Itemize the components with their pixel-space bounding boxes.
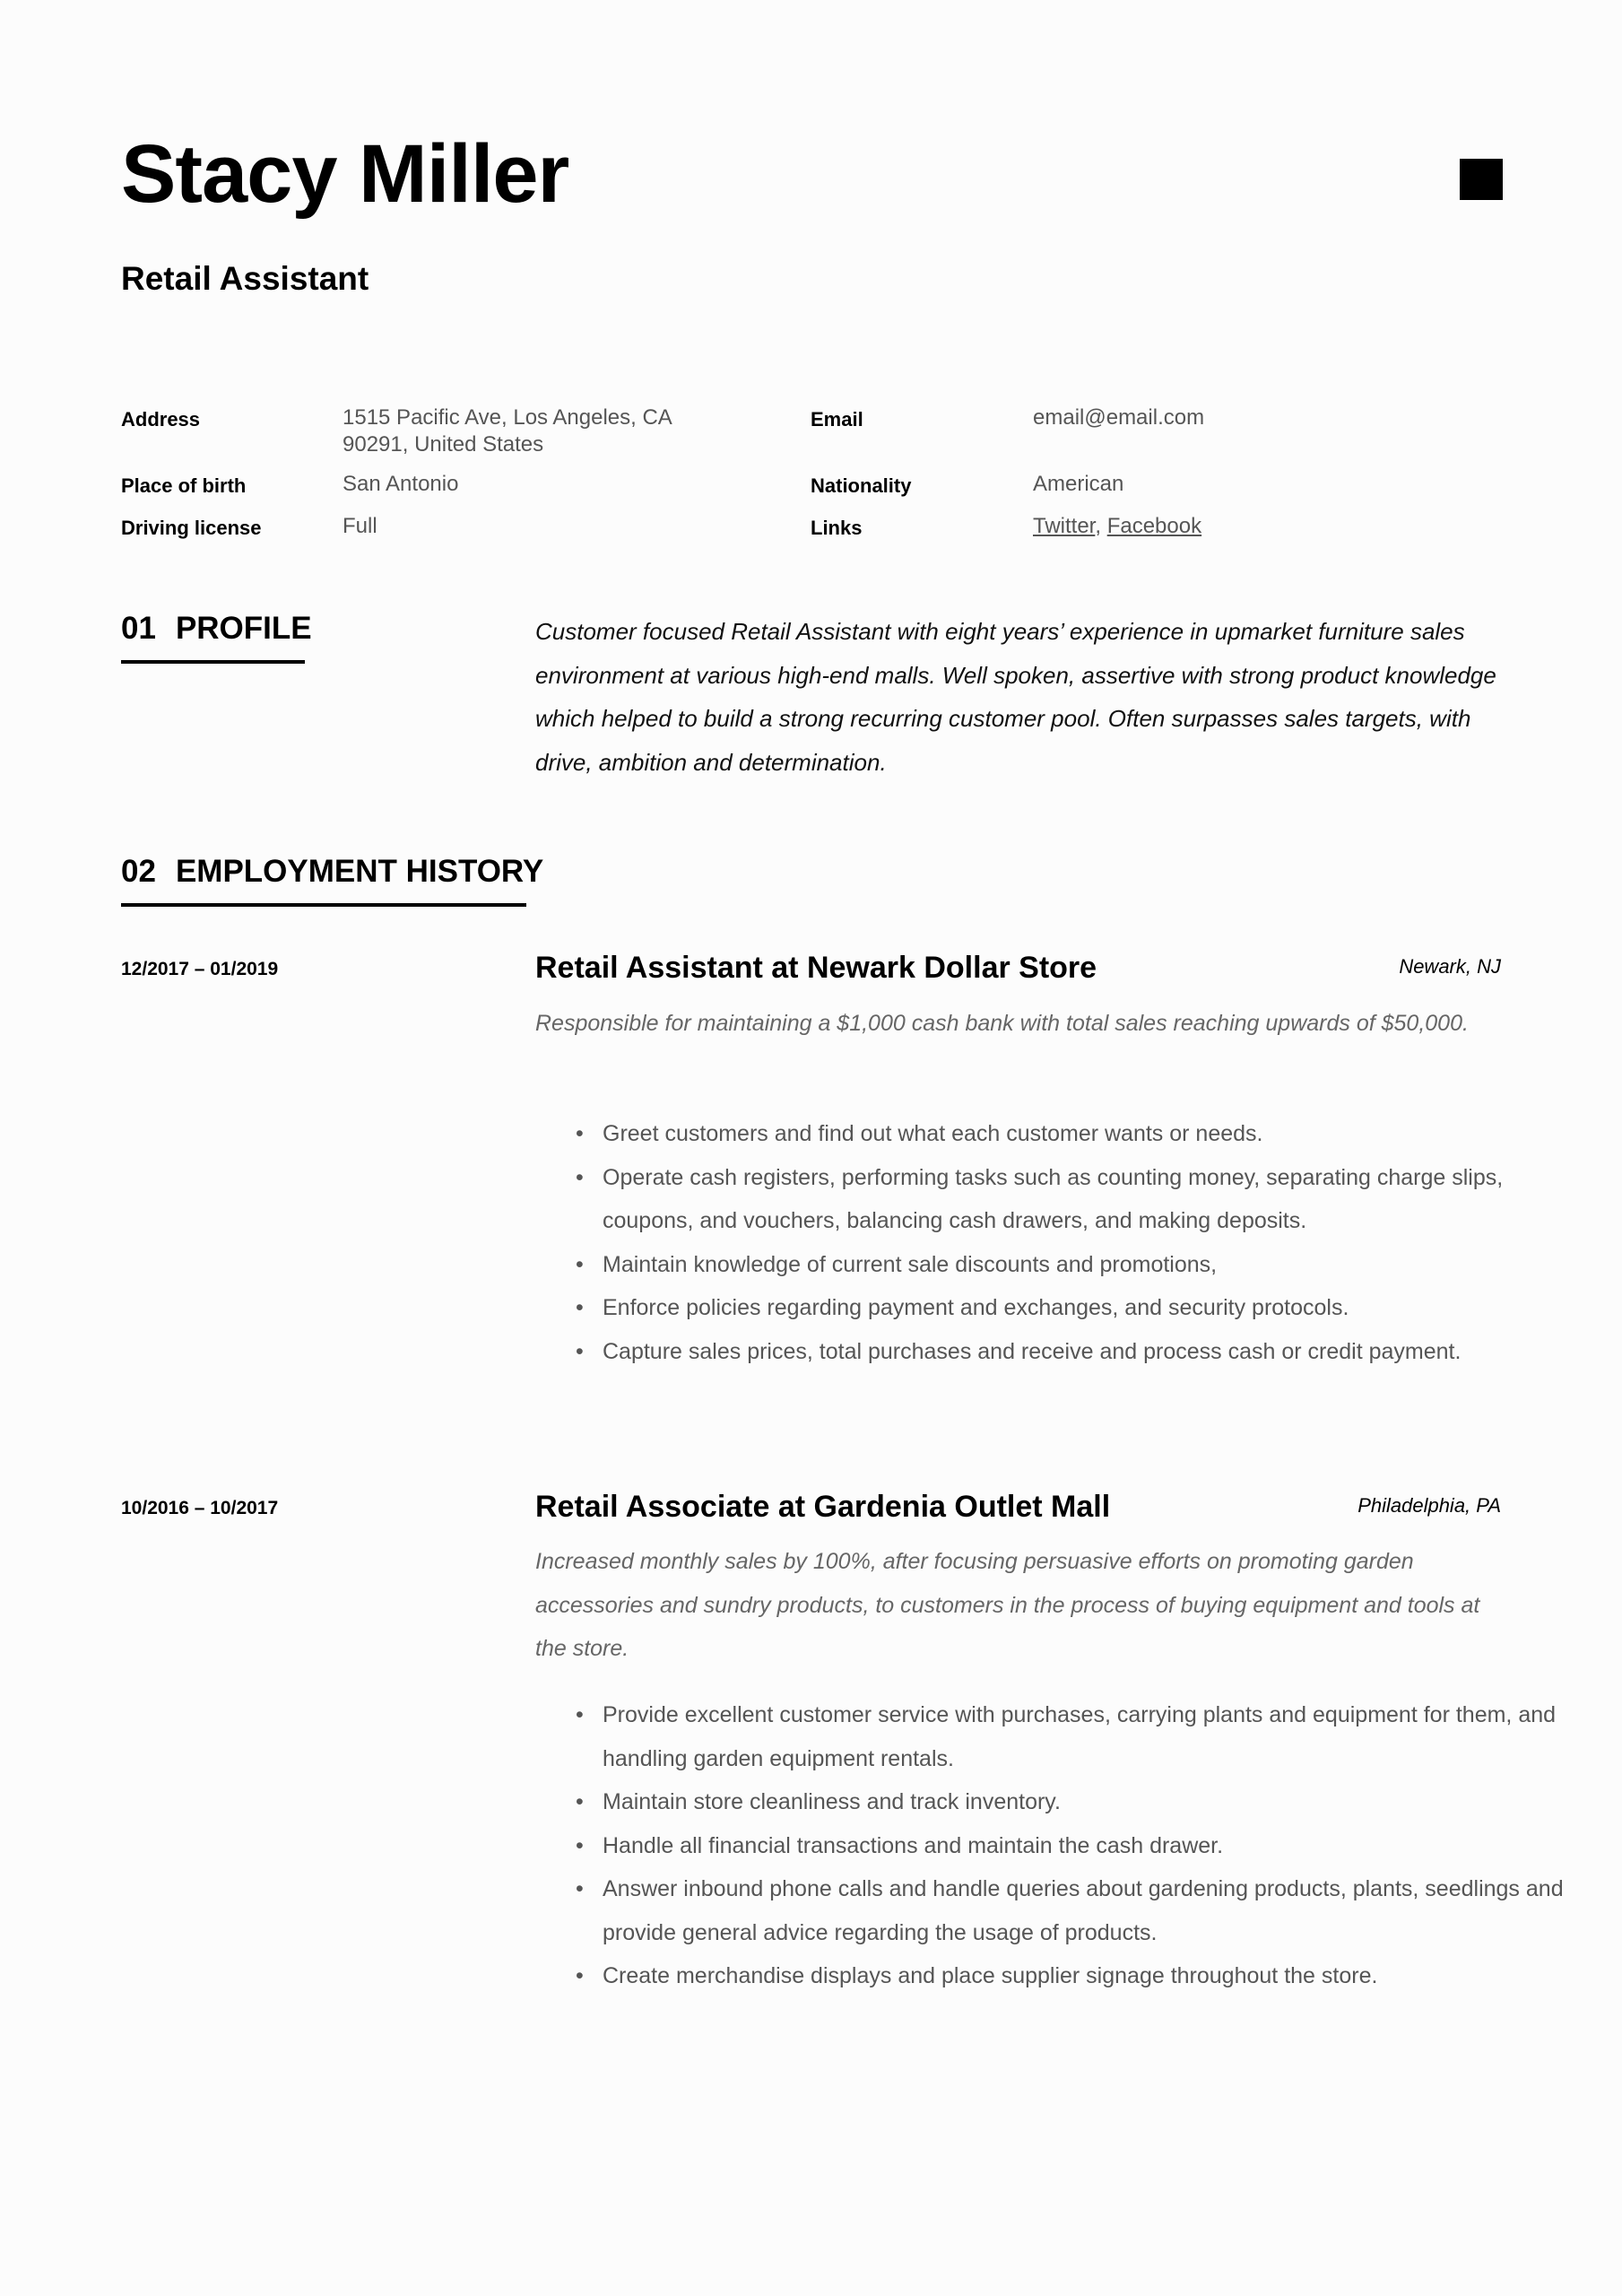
candidate-name: Stacy Miller <box>121 128 569 220</box>
employment-rule <box>121 903 526 907</box>
license-value: Full <box>343 514 377 538</box>
links-value <box>1033 513 1201 540</box>
job-2-title: Retail Associate at Gardenia Outlet Mall <box>535 1490 1111 1524</box>
employment-heading <box>121 856 543 887</box>
job-1-bullet: • Greet customers and find out what each customer wants or needs. <box>603 1112 1580 1156</box>
nationality-value: American <box>1033 472 1124 496</box>
twitter-link[interactable]: Twitter <box>1033 514 1096 538</box>
email-label: Email <box>811 408 863 430</box>
job-2-bullet: • Create merchandise displays and place supplier signage throughout the store. <box>603 1954 1580 1998</box>
profile-text: Customer focused Retail Assistant with eight years’ experience in upmarket furniture sales environment at various high-end malls. Well spoken, assertive with strong product knowledge which helped to build a strong recurring customer pool. Often surpasses sales targets, with drive, ambition and determination. <box>535 618 1496 776</box>
employment-number: 02 <box>121 854 156 889</box>
address-line-2: 90291, United States <box>343 432 544 457</box>
job-1-bullet: • Maintain knowledge of current sale discounts and promotions, <box>603 1243 1580 1287</box>
job-2-bullet: • Answer inbound phone calls and handle queries about gardening products, plants, seedlings and provide general advice regarding the usage of products. <box>603 1867 1580 1954</box>
link-separator: , <box>1095 514 1107 538</box>
job-2-bullet: • Handle all financial transactions and maintain the cash drawer. <box>603 1824 1580 1868</box>
candidate-title: Retail Assistant <box>121 260 369 297</box>
job-1-bullets <box>535 1112 1580 1373</box>
job-2-bullets <box>535 1693 1580 1998</box>
license-label: Driving license <box>121 517 262 539</box>
job-1-title: Retail Assistant at Newark Dollar Store <box>535 951 1097 985</box>
profile-heading <box>121 613 312 644</box>
profile-heading-label: PROFILE <box>175 611 312 646</box>
employment-heading-label: EMPLOYMENT HISTORY <box>175 854 544 889</box>
job-1-summary: Responsible for maintaining a $1,000 cash bank with total sales reaching upwards of $50,000. <box>535 1011 1469 1036</box>
facebook-link[interactable]: Facebook <box>1106 514 1202 538</box>
profile-number: 01 <box>121 611 156 646</box>
job-2-dates: 10/2016 – 10/2017 <box>121 1498 279 1518</box>
job-1-location: Newark, NJ <box>1399 955 1501 978</box>
nationality-label: Nationality <box>811 474 912 497</box>
job-1-bullet: • Operate cash registers, performing tasks such as counting money, separating charge slips, coupons, and vouchers, balancing cash drawers, and making deposits. <box>603 1156 1580 1243</box>
job-1-bullet: • Capture sales prices, total purchases and receive and process cash or credit payment. <box>603 1330 1580 1374</box>
job-2-bullet: • Maintain store cleanliness and track inventory. <box>603 1780 1580 1824</box>
job-2-bullet: • Provide excellent customer service with purchases, carrying plants and equipment for them, and handling garden equipment rentals. <box>603 1693 1580 1780</box>
birth-label: Place of birth <box>121 474 247 497</box>
square-icon <box>1460 159 1503 200</box>
job-1-dates: 12/2017 – 01/2019 <box>121 959 279 979</box>
address-label: Address <box>121 408 201 430</box>
job-2-summary: Increased monthly sales by 100%, after focusing persuasive efforts on promoting garden accessories and sundry products, to customers in the process of buying equipment and tools at the store. <box>535 1549 1480 1661</box>
email-value: email@email.com <box>1033 405 1205 430</box>
links-label: Links <box>811 517 863 539</box>
profile-rule <box>121 660 305 664</box>
job-2-location: Philadelphia, PA <box>1357 1494 1501 1517</box>
address-line-1: 1515 Pacific Ave, Los Angeles, CA <box>343 405 672 430</box>
birth-value: San Antonio <box>343 472 459 496</box>
job-1-bullet: • Enforce policies regarding payment and exchanges, and security protocols. <box>603 1286 1580 1330</box>
